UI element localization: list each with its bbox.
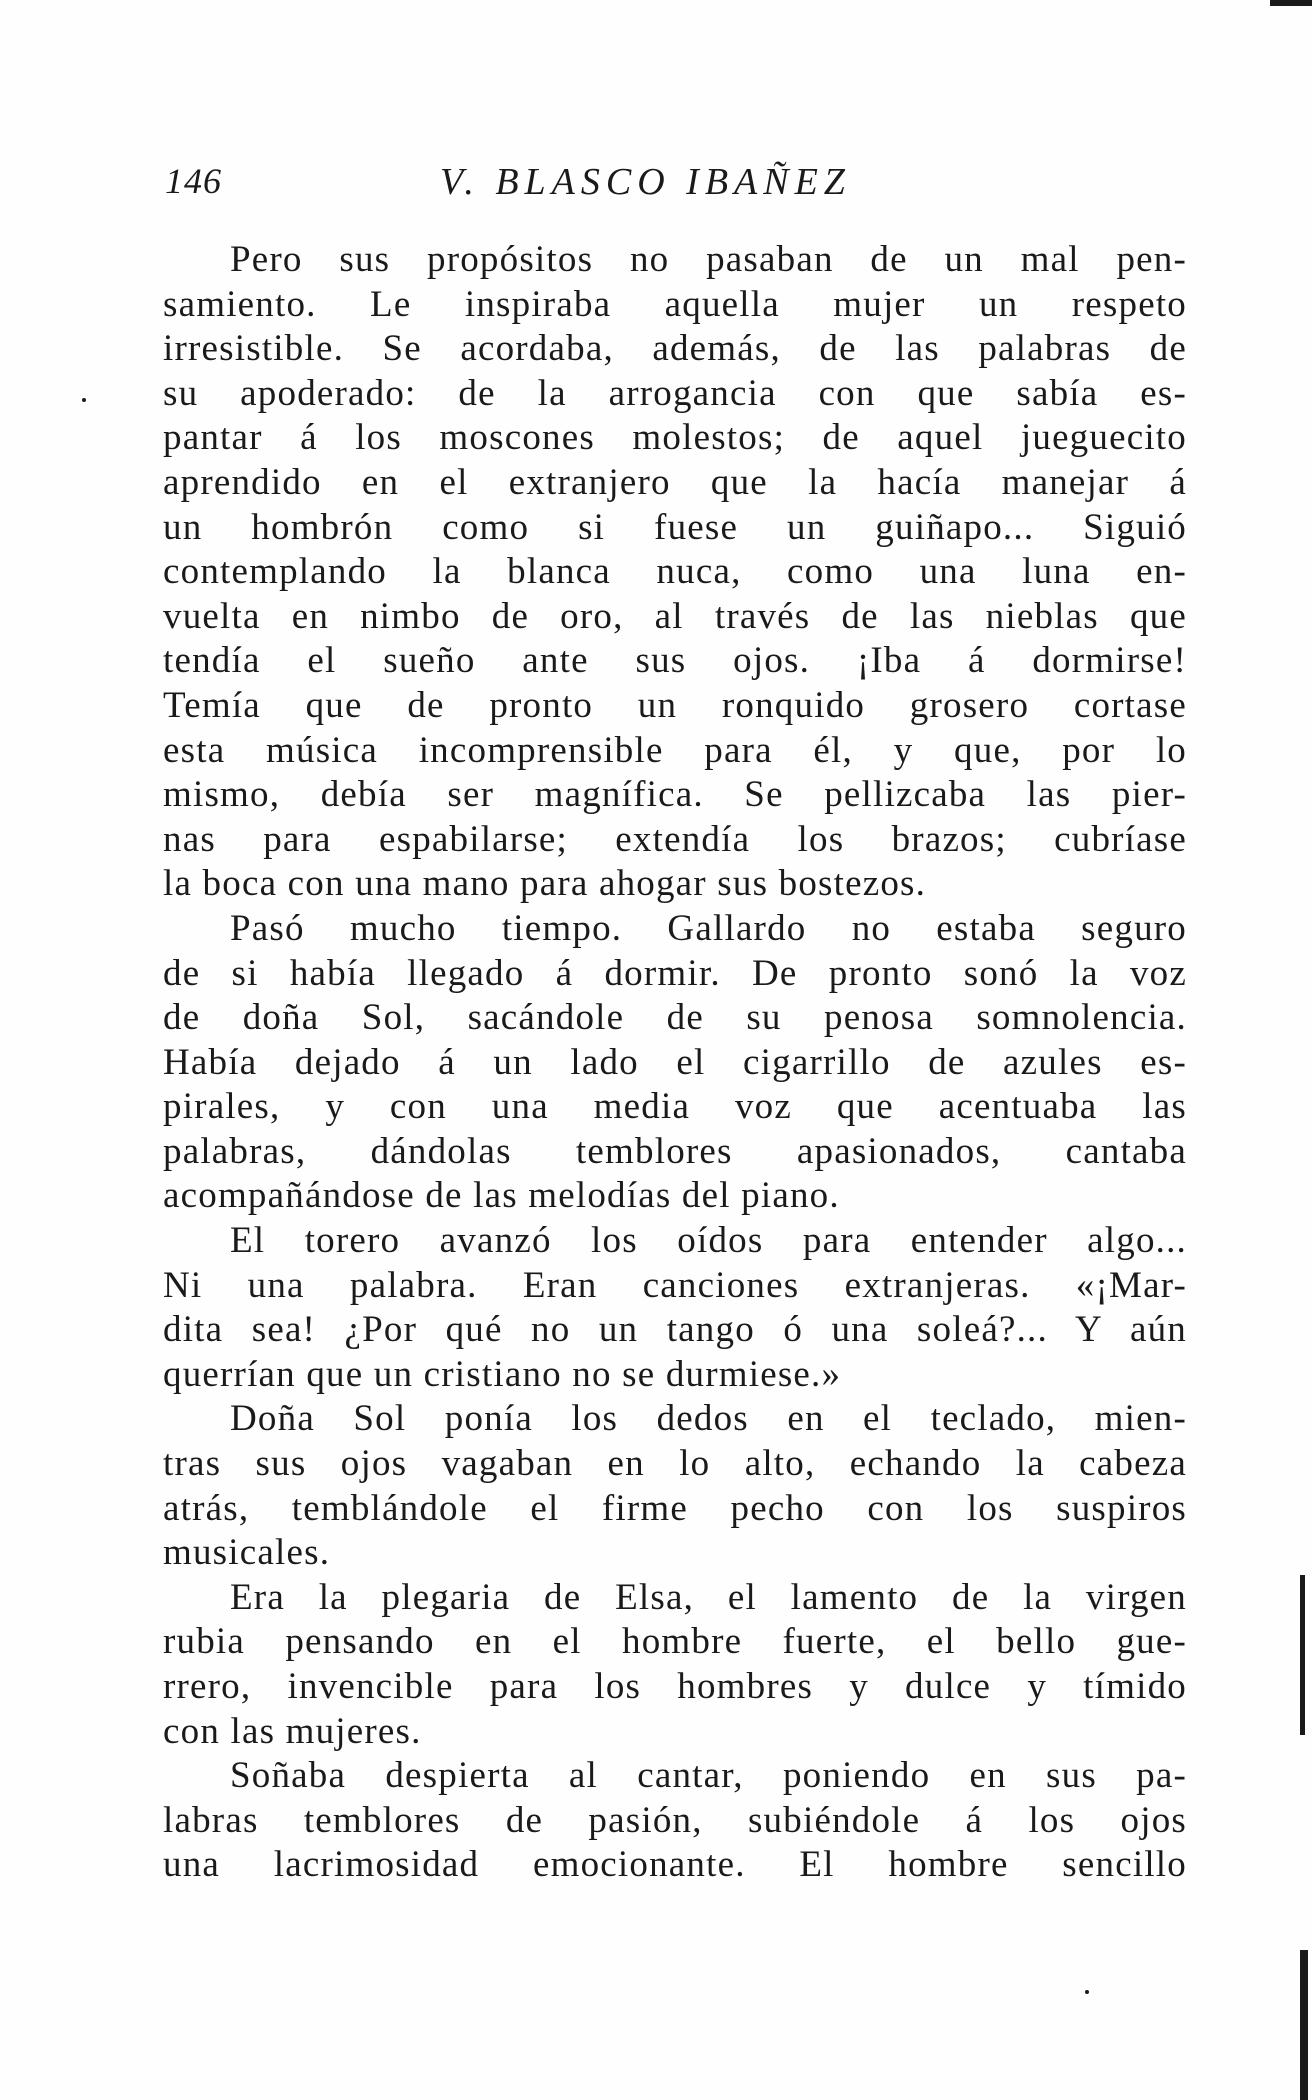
text-line: musicales. [163, 1532, 331, 1574]
page-number: 146 [165, 161, 222, 201]
scan-edge-mark-middle [1300, 1575, 1305, 1735]
text-line: dita sea! ¿Por qué no un tango ó una soleá?... Y aún [163, 1309, 1187, 1351]
running-head: V. BLASCO IBAÑEZ [440, 161, 851, 203]
text-line: vuelta en nimbo de oro, al través de las nieblas que [163, 595, 1187, 637]
text-line: rrero, invencible para los hombres y dulce y tímido [163, 1666, 1187, 1707]
text-line: tendía el sueño ante sus ojos. ¡Iba á dormirse! [163, 640, 1187, 682]
text-line: mismo, debía ser magnífica. Se pellizcaba las pier- [163, 774, 1187, 816]
text-line: pirales, y con una media voz que acentuaba las [163, 1086, 1187, 1128]
text-line: acompañándose de las melodías del piano. [163, 1175, 840, 1217]
page-header [165, 160, 1185, 210]
text-line: pantar á los moscones molestos; de aquel jueguecito [163, 417, 1187, 459]
text-line: la boca con una mano para ahogar sus bostezos. [163, 863, 927, 905]
text-line: tras sus ojos vagaban en lo alto, echando la cabeza [163, 1443, 1187, 1485]
text-line: Pero sus propósitos no pasaban de un mal pen- [230, 239, 1187, 280]
scan-edge-mark-top [1270, 0, 1312, 6]
text-line: palabras, dándolas temblores apasionados, cantaba [163, 1130, 1187, 1172]
text-line: de doña Sol, sacándole de su penosa somnolencia. [163, 997, 1187, 1039]
text-line: Había dejado á un lado el cigarrillo de azules es- [163, 1041, 1187, 1083]
text-line: atrás, temblándole el firme pecho con los suspiros [163, 1487, 1187, 1529]
text-line: un hombrón como si fuese un guiñapo... Siguió [163, 506, 1187, 548]
text-line: irresistible. Se acordaba, además, de las palabras de [163, 328, 1187, 370]
text-line: Temía que de pronto un ronquido grosero cortase [163, 684, 1187, 726]
text-line: querrían que un cristiano no se durmiese.» [163, 1353, 842, 1395]
text-line: aprendido en el extranjero que la hacía manejar á [163, 461, 1187, 503]
text-line: su apoderado: de la arrogancia con que sabía es- [163, 372, 1187, 414]
text-line: Pasó mucho tiempo. Gallardo no estaba seguro [230, 907, 1187, 949]
scan-dot [1085, 1990, 1089, 1994]
text-line: contemplando la blanca nuca, como una luna en- [163, 551, 1187, 593]
text-line: Doña Sol ponía los dedos en el teclado, mien- [230, 1398, 1187, 1440]
text-line: nas para espabilarse; extendía los brazos; cubríase [163, 818, 1187, 860]
text-line: esta música incomprensible para él, y que, por lo [163, 729, 1187, 771]
text-line: rubia pensando en el hombre fuerte, el bello gue- [163, 1621, 1187, 1663]
text-line: una lacrimosidad emocionante. El hombre sencillo [163, 1844, 1187, 1886]
scan-dot [82, 398, 86, 402]
body-text [163, 238, 1187, 1888]
text-line: Era la plegaria de Elsa, el lamento de la virgen [230, 1576, 1187, 1618]
text-line: samiento. Le inspiraba aquella mujer un respeto [163, 283, 1187, 325]
text-line: de si había llegado á dormir. De pronto sonó la voz [163, 952, 1187, 994]
text-line: labras temblores de pasión, subiéndole á los ojos [163, 1799, 1187, 1841]
text-line: Ni una palabra. Eran canciones extranjeras. «¡Mar- [163, 1264, 1187, 1306]
text-line: Soñaba despierta al cantar, poniendo en sus pa- [230, 1755, 1187, 1797]
text-line: El torero avanzó los oídos para entender algo... [230, 1220, 1187, 1262]
text-line: con las mujeres. [163, 1710, 422, 1752]
scan-edge-mark-bottom [1300, 1950, 1308, 2100]
